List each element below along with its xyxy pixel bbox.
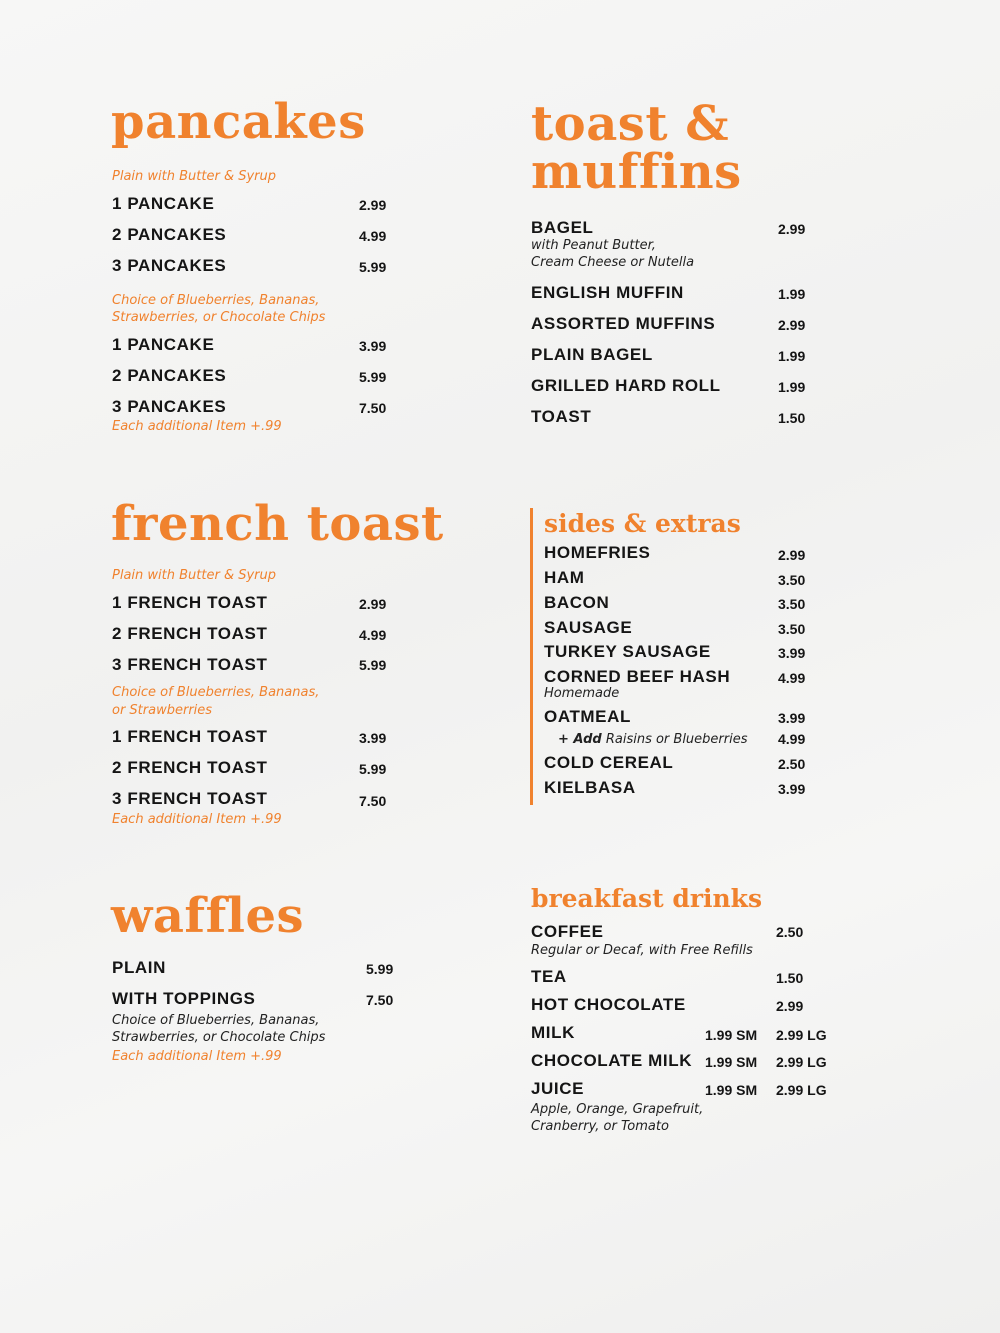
menu-item-price: 7.50 bbox=[366, 992, 394, 1008]
menu-item-name: 2 PANCAKES bbox=[112, 366, 227, 385]
menu-item-price: 3.50 bbox=[778, 572, 806, 588]
menu-item-name: HAM bbox=[544, 568, 585, 587]
menu-item-name: CORNED BEEF HASH bbox=[544, 667, 731, 686]
menu-item-price: 2.50 bbox=[776, 924, 804, 940]
menu-item-price: 1.50 bbox=[778, 410, 806, 426]
menu-item-name: BAGEL bbox=[531, 218, 594, 237]
menu-item-price-large: 2.99 LG bbox=[776, 1082, 827, 1098]
pancakes-plain-note: Plain with Butter & Syrup bbox=[112, 169, 276, 184]
menu-item-description: Strawberries, or Chocolate Chips bbox=[112, 1030, 326, 1045]
menu-item-price-small: 1.99 SM bbox=[705, 1027, 758, 1043]
french-toast-choice-note: Choice of Blueberries, Bananas, bbox=[112, 685, 320, 700]
menu-item-name: 3 FRENCH TOAST bbox=[112, 655, 268, 674]
menu-item-price: 2.99 bbox=[776, 998, 804, 1014]
menu-item-name: SAUSAGE bbox=[544, 618, 633, 637]
french-toast-additional-note: Each additional Item +.99 bbox=[112, 812, 282, 827]
sides-title: sides & extras bbox=[544, 509, 741, 538]
menu-item-description: with Peanut Butter, bbox=[531, 238, 656, 253]
menu-item-name: CHOCOLATE MILK bbox=[531, 1051, 693, 1070]
menu-item-description: Regular or Decaf, with Free Refills bbox=[531, 943, 753, 958]
menu-item-name: ENGLISH MUFFIN bbox=[531, 283, 684, 302]
menu-item-price-large: 2.99 LG bbox=[776, 1027, 827, 1043]
menu-item-name: PLAIN BAGEL bbox=[531, 345, 653, 364]
menu-item-price-small: 1.99 SM bbox=[705, 1082, 758, 1098]
menu-item-name: 1 FRENCH TOAST bbox=[112, 593, 268, 612]
menu-item-price: 2.99 bbox=[359, 596, 387, 612]
menu-item-name: GRILLED HARD ROLL bbox=[531, 376, 721, 395]
menu-item-price: 3.99 bbox=[359, 730, 387, 746]
pancakes-additional-note: Each additional Item +.99 bbox=[112, 419, 282, 434]
addon-text: Raisins or Blueberries bbox=[601, 732, 748, 747]
menu-item-name: 3 PANCAKES bbox=[112, 256, 227, 275]
menu-item-description: Apple, Orange, Grapefruit, bbox=[531, 1102, 704, 1117]
menu-item-name: OATMEAL bbox=[544, 707, 631, 726]
pancakes-choice-note: Strawberries, or Chocolate Chips bbox=[112, 310, 326, 325]
french-toast-title: french toast bbox=[111, 496, 444, 552]
menu-item-price: 1.99 bbox=[778, 379, 806, 395]
menu-item-name: 2 FRENCH TOAST bbox=[112, 758, 268, 777]
pancakes-choice-note: Choice of Blueberries, Bananas, bbox=[112, 293, 320, 308]
menu-item-name: 1 FRENCH TOAST bbox=[112, 727, 268, 746]
menu-item-name: 2 FRENCH TOAST bbox=[112, 624, 268, 643]
menu-item-price: 4.99 bbox=[778, 731, 806, 747]
menu-item-name: TURKEY SAUSAGE bbox=[544, 642, 711, 661]
menu-item-name: MILK bbox=[531, 1023, 575, 1042]
menu-item-price: 3.50 bbox=[778, 621, 806, 637]
menu-item-price: 2.99 bbox=[778, 317, 806, 333]
menu-item-price: 4.99 bbox=[359, 228, 387, 244]
menu-item-description: Cranberry, or Tomato bbox=[531, 1119, 669, 1134]
toast-muffins-title: toast & bbox=[531, 96, 730, 152]
menu-item-price: 2.99 bbox=[359, 197, 387, 213]
menu-item-price: 7.50 bbox=[359, 400, 387, 416]
menu-item-price: 5.99 bbox=[359, 761, 387, 777]
menu-item-description: Choice of Blueberries, Bananas, bbox=[112, 1013, 320, 1028]
waffles-title: waffles bbox=[111, 888, 305, 944]
menu-item-price: 3.99 bbox=[359, 338, 387, 354]
addon-prefix: + Add bbox=[558, 732, 602, 747]
menu-item-name: KIELBASA bbox=[544, 778, 636, 797]
menu-item-price: 4.99 bbox=[359, 627, 387, 643]
menu-item-description: Homemade bbox=[544, 686, 620, 701]
menu-item-name: 2 PANCAKES bbox=[112, 225, 227, 244]
menu-item-price: 5.99 bbox=[366, 961, 394, 977]
toast-muffins-title: muffins bbox=[531, 144, 742, 200]
menu-item-price: 5.99 bbox=[359, 369, 387, 385]
menu-item-name: 1 PANCAKE bbox=[112, 335, 215, 354]
menu-item-price: 7.50 bbox=[359, 793, 387, 809]
menu-item-name: TOAST bbox=[531, 407, 592, 426]
menu-item-price: 5.99 bbox=[359, 259, 387, 275]
drinks-title: breakfast drinks bbox=[531, 884, 763, 913]
menu-item-price-large: 2.99 LG bbox=[776, 1054, 827, 1070]
menu-item-name: PLAIN bbox=[112, 958, 166, 977]
french-toast-plain-note: Plain with Butter & Syrup bbox=[112, 568, 276, 583]
sides-accent-bar bbox=[530, 508, 533, 805]
menu-item-price: 2.50 bbox=[778, 756, 806, 772]
menu-item-price: 2.99 bbox=[778, 221, 806, 237]
menu-item-price: 3.99 bbox=[778, 781, 806, 797]
menu-item-name: 3 PANCAKES bbox=[112, 397, 227, 416]
menu-item-name: 1 PANCAKE bbox=[112, 194, 215, 213]
menu-item-price: 2.99 bbox=[778, 547, 806, 563]
menu-item-name: WITH TOPPINGS bbox=[112, 989, 256, 1008]
menu-item-name: COFFEE bbox=[531, 922, 604, 941]
pancakes-title: pancakes bbox=[111, 94, 366, 150]
menu-item-description: Cream Cheese or Nutella bbox=[531, 255, 695, 270]
menu-item-price-small: 1.99 SM bbox=[705, 1054, 758, 1070]
menu-item-name: BACON bbox=[544, 593, 610, 612]
menu-item-price: 3.99 bbox=[778, 710, 806, 726]
waffles-additional-note: Each additional Item +.99 bbox=[112, 1049, 282, 1064]
menu-item-name: HOT CHOCOLATE bbox=[531, 995, 686, 1014]
menu-item-price: 1.50 bbox=[776, 970, 804, 986]
menu-item-price: 5.99 bbox=[359, 657, 387, 673]
menu-item-price: 3.50 bbox=[778, 596, 806, 612]
menu-item-name: 3 FRENCH TOAST bbox=[112, 789, 268, 808]
menu-item-price: 1.99 bbox=[778, 348, 806, 364]
menu-item-price: 3.99 bbox=[778, 645, 806, 661]
menu-item-price: 1.99 bbox=[778, 286, 806, 302]
menu-item-name: JUICE bbox=[531, 1079, 585, 1098]
french-toast-choice-note: or Strawberries bbox=[112, 703, 213, 718]
menu-item-name: TEA bbox=[531, 967, 567, 986]
oatmeal-addon bbox=[558, 731, 748, 748]
menu-item-name: HOMEFRIES bbox=[544, 543, 651, 562]
menu-item-price: 4.99 bbox=[778, 670, 806, 686]
menu-item-name: ASSORTED MUFFINS bbox=[531, 314, 716, 333]
menu-item-name: COLD CEREAL bbox=[544, 753, 674, 772]
